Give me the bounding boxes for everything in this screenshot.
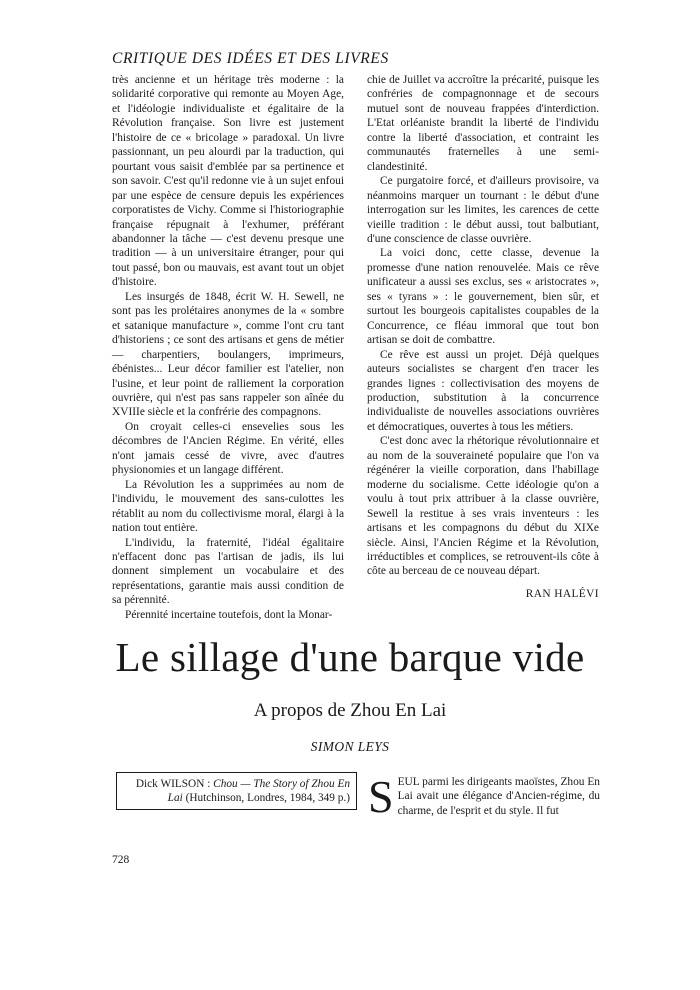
paragraph: On croyait celles-ci ensevelies sous les décombres de l'Ancien Régime. En vérité, elles n'ont jamais cessé de vivre, avec d'autres physionomies et un langage différent.	[112, 420, 344, 477]
left-column	[112, 73, 344, 622]
paragraph: Les insurgés de 1848, écrit W. H. Sewell, ne sont pas les prolétaires anonymes de la « sombre et satanique manufacture », comme l'ont cru tant d'historiens ; ce sont des artisans et gens de métier — charpentiers, boulangers, imprimeurs, ébénistes... Leur décor familier est l'atelier, non l'usine, et leur point de ralliement la corporation ouvrière, qui n'est pas sans rappeler son aînée du XVIIIe siècle et la confrérie des compagnons.	[112, 290, 344, 419]
paragraph: Ce purgatoire forcé, et d'ailleurs provisoire, va néanmoins marquer un tournant : le début d'une interrogation sur les limites, les carences de cette vieille tradition : le début aussi, tout balbutiant, d'une conscience de classe ouvrière.	[367, 175, 599, 245]
review-signature: RAN HALÉVI	[525, 587, 599, 600]
page-number: 728	[112, 854, 130, 866]
section-header: CRITIQUE DES IDÉES ET DES LIVRES	[112, 50, 389, 67]
intro-text: EUL parmi les dirigeants maoïstes, Zhou En Lai avait une élégance d'Ancien-régime, du charme, de l'esprit et du style. Il fut	[397, 776, 600, 817]
right-column	[367, 73, 599, 601]
paragraph: C'est donc avec la rhétorique révolutionnaire et au nom de la souveraineté populaire que l'on va régénérer la vieille corporation, dans l'habillage moderne du socialisme. Cette idéologie qu'on a voulu à tout prix attribuer à la classe ouvrière, Sewell la restitue à ses vrais inventeurs : les artisans et les compagnons du début du XIXe siècle. Ainsi, l'Ancien Régime et la Révolution, irréductibles et complices, se retrouvent-ils côte à côte au berceau de ce nouveau départ.	[367, 435, 599, 578]
article-title: Le sillage d'une barque vide	[115, 634, 585, 680]
article-subtitle: A propos de Zhou En Lai	[253, 700, 447, 721]
paragraph: Ce rêve est aussi un projet. Déjà quelques auteurs socialistes se chargent d'en tracer les grandes lignes : collectivisation des moyens de production, substitution à la concurrence individualiste de nouvelles associations ouvrières et démocratiques, ouvertes à tous les métiers.	[367, 348, 599, 433]
paragraph: chie de Juillet va accroître la précarité, puisque les confréries de compagnonnage et de secours mutuel sont de nouveau frappées d'interdiction. L'Etat orléaniste brandit la liberté de l'individu contre la liberté d'association, et contraint les communautés fraternelles à une semi-clandestinité.	[367, 74, 599, 173]
article-author: SIMON LEYS	[310, 739, 390, 754]
paragraph: Pérennité incertaine toutefois, dont la Monar-	[125, 608, 333, 621]
paragraph: L'individu, la fraternité, l'idéal égalitaire n'effacent donc pas l'artisan de jadis, ils lui donnent simplement un vocabulaire et des représentations, garantie mais aussi condition de sa pérennité.	[112, 536, 344, 607]
paragraph: La Révolution les a supprimées au nom de l'individu, le mouvement des sans-culottes les rétablit au nom du collectivisme moral, élargi à la nation tout entière.	[112, 478, 344, 535]
paragraph: très ancienne et un héritage très moderne : la solidarité corporative qui remonte au Moyen Age, et l'idéologie individualiste et égalitaire de la Révolution française. Son livre est justement l'histoire de ce « bricolage » paradoxal. Un livre passionnant, un peu alourdi par la traduction, qui pourtant vous saisit d'emblée par sa pertinence et son savoir. C'est qu'il redonne vie à un sujet enfoui par une espèce de censure depuis les expériences corporatistes de Vichy. Comme si l'historiographie française répugnait à l'exhumer, préférant abandonner la tâche — c'est devenu presque une tradition — à un universitaire étranger, pour qui tout passé, bon ou mauvais, est avant tout un objet d'histoire.	[112, 74, 344, 289]
drop-cap: S	[368, 771, 394, 822]
reviewed-book-publication: (Hutchinson, Londres, 1984, 349 p.)	[185, 792, 350, 804]
reviewed-book-box	[116, 772, 357, 810]
reviewed-book-title: Chou — The Story of Zhou En Lai	[167, 778, 350, 804]
reviewed-book-author: Dick WILSON :	[135, 778, 211, 790]
paragraph: La voici donc, cette classe, devenue la promesse d'une nation renouvelée. Mais ce rêve unificateur a aussi ses exclus, ses « aristocrates », ses « tyrans » : le gouvernement, bien sûr, et surtout les bourgeois capitalistes coupables de la Concurrence, ce fléau immoral que tout bon artisan se doit de combattre.	[367, 247, 599, 347]
article-intro	[368, 771, 600, 822]
